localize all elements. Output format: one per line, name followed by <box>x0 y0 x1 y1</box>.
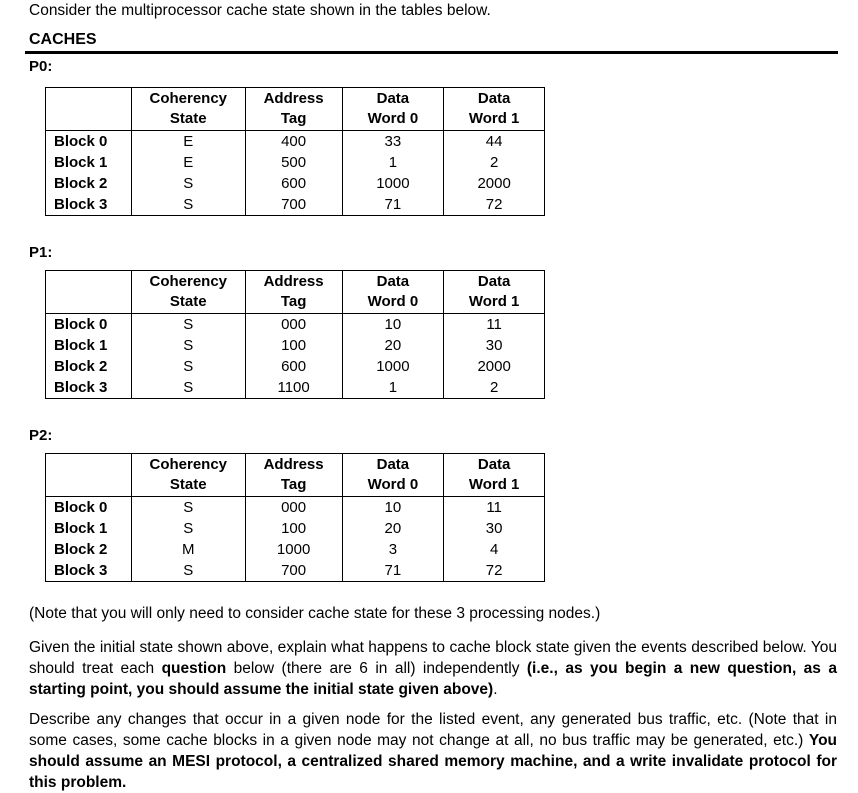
header-coherency-state: Coherency State <box>131 454 245 497</box>
header-coherency-state: Coherency State <box>131 88 245 131</box>
data-word-0: 10 <box>342 314 444 336</box>
cache-table-p2 <box>45 453 545 582</box>
address-tag: 500 <box>245 152 342 173</box>
header-data-word-0: Data Word 0 <box>342 88 444 131</box>
coherency-state: S <box>131 194 245 216</box>
header-blank <box>46 88 132 131</box>
data-word-1: 30 <box>444 518 545 539</box>
address-tag: 700 <box>245 560 342 582</box>
table-row <box>46 131 545 153</box>
header-blank <box>46 454 132 497</box>
data-word-0: 3 <box>342 539 444 560</box>
table-row <box>46 173 545 194</box>
header-data-word-1: Data Word 1 <box>444 454 545 497</box>
address-tag: 700 <box>245 194 342 216</box>
address-tag: 100 <box>245 335 342 356</box>
block-label: Block 3 <box>46 377 132 399</box>
header-address-tag: Address Tag <box>245 88 342 131</box>
data-word-1: 2000 <box>444 356 545 377</box>
header-blank <box>46 271 132 314</box>
coherency-state: S <box>131 356 245 377</box>
coherency-state: E <box>131 131 245 153</box>
block-label: Block 3 <box>46 194 132 216</box>
address-tag: 600 <box>245 356 342 377</box>
coherency-state: S <box>131 518 245 539</box>
data-word-1: 2000 <box>444 173 545 194</box>
data-word-1: 2 <box>444 377 545 399</box>
table-row <box>46 335 545 356</box>
table-row <box>46 497 545 519</box>
address-tag: 600 <box>245 173 342 194</box>
section-divider <box>25 51 838 54</box>
processor-label-p0: P0: <box>29 58 53 75</box>
header-data-word-1: Data Word 1 <box>444 88 545 131</box>
data-word-0: 33 <box>342 131 444 153</box>
header-data-word-0: Data Word 0 <box>342 271 444 314</box>
coherency-state: E <box>131 152 245 173</box>
section-title: CACHES <box>29 31 97 48</box>
address-tag: 400 <box>245 131 342 153</box>
table-row <box>46 539 545 560</box>
intro-text: Consider the multiprocessor cache state shown in the tables below. <box>29 2 491 19</box>
block-label: Block 2 <box>46 173 132 194</box>
table-row <box>46 314 545 336</box>
processor-label-p1: P1: <box>29 244 53 261</box>
table-header-row <box>46 271 545 314</box>
block-label: Block 2 <box>46 539 132 560</box>
block-label: Block 1 <box>46 335 132 356</box>
data-word-0: 1000 <box>342 173 444 194</box>
header-address-tag: Address Tag <box>245 271 342 314</box>
address-tag: 1000 <box>245 539 342 560</box>
data-word-0: 20 <box>342 518 444 539</box>
cache-table-p1 <box>45 270 545 399</box>
table-row <box>46 356 545 377</box>
coherency-state: M <box>131 539 245 560</box>
assumptions-paragraph: Describe any changes that occur in a given node for the listed event, any generated bus traffic, etc. (Note that in some cases, some cache blocks in a given node may not change at all, no bus traffic may be generated, etc.) You should assume an MESI protocol, a centralized shared memory machine, and a write invalidate protocol for this problem. <box>29 711 837 791</box>
cache-table-p0 <box>45 87 545 216</box>
data-word-0: 10 <box>342 497 444 519</box>
note-paragraph: (Note that you will only need to consider cache state for these 3 processing nodes.) <box>29 605 601 622</box>
address-tag: 1100 <box>245 377 342 399</box>
data-word-1: 44 <box>444 131 545 153</box>
processor-label-p2: P2: <box>29 427 53 444</box>
coherency-state: S <box>131 314 245 336</box>
data-word-0: 1 <box>342 152 444 173</box>
block-label: Block 0 <box>46 131 132 153</box>
data-word-1: 72 <box>444 194 545 216</box>
coherency-state: S <box>131 560 245 582</box>
data-word-1: 2 <box>444 152 545 173</box>
data-word-1: 11 <box>444 497 545 519</box>
coherency-state: S <box>131 173 245 194</box>
table-row <box>46 377 545 399</box>
block-label: Block 1 <box>46 152 132 173</box>
table-row <box>46 194 545 216</box>
instructions-paragraph: Given the initial state shown above, explain what happens to cache block state given the events described below. You should treat each question below (there are 6 in all) independently (i.e., as you begin a new question, as a starting point, you should assume the initial state given above). <box>29 639 837 698</box>
header-data-word-1: Data Word 1 <box>444 271 545 314</box>
header-coherency-state: Coherency State <box>131 271 245 314</box>
data-word-1: 11 <box>444 314 545 336</box>
data-word-1: 72 <box>444 560 545 582</box>
coherency-state: S <box>131 377 245 399</box>
header-address-tag: Address Tag <box>245 454 342 497</box>
block-label: Block 0 <box>46 497 132 519</box>
address-tag: 100 <box>245 518 342 539</box>
data-word-0: 1 <box>342 377 444 399</box>
coherency-state: S <box>131 335 245 356</box>
coherency-state: S <box>131 497 245 519</box>
data-word-0: 1000 <box>342 356 444 377</box>
address-tag: 000 <box>245 497 342 519</box>
data-word-0: 71 <box>342 560 444 582</box>
table-row <box>46 560 545 582</box>
data-word-1: 4 <box>444 539 545 560</box>
data-word-1: 30 <box>444 335 545 356</box>
table-header-row <box>46 454 545 497</box>
data-word-0: 20 <box>342 335 444 356</box>
block-label: Block 0 <box>46 314 132 336</box>
table-row <box>46 518 545 539</box>
block-label: Block 1 <box>46 518 132 539</box>
table-header-row <box>46 88 545 131</box>
block-label: Block 3 <box>46 560 132 582</box>
block-label: Block 2 <box>46 356 132 377</box>
data-word-0: 71 <box>342 194 444 216</box>
address-tag: 000 <box>245 314 342 336</box>
header-data-word-0: Data Word 0 <box>342 454 444 497</box>
table-row <box>46 152 545 173</box>
